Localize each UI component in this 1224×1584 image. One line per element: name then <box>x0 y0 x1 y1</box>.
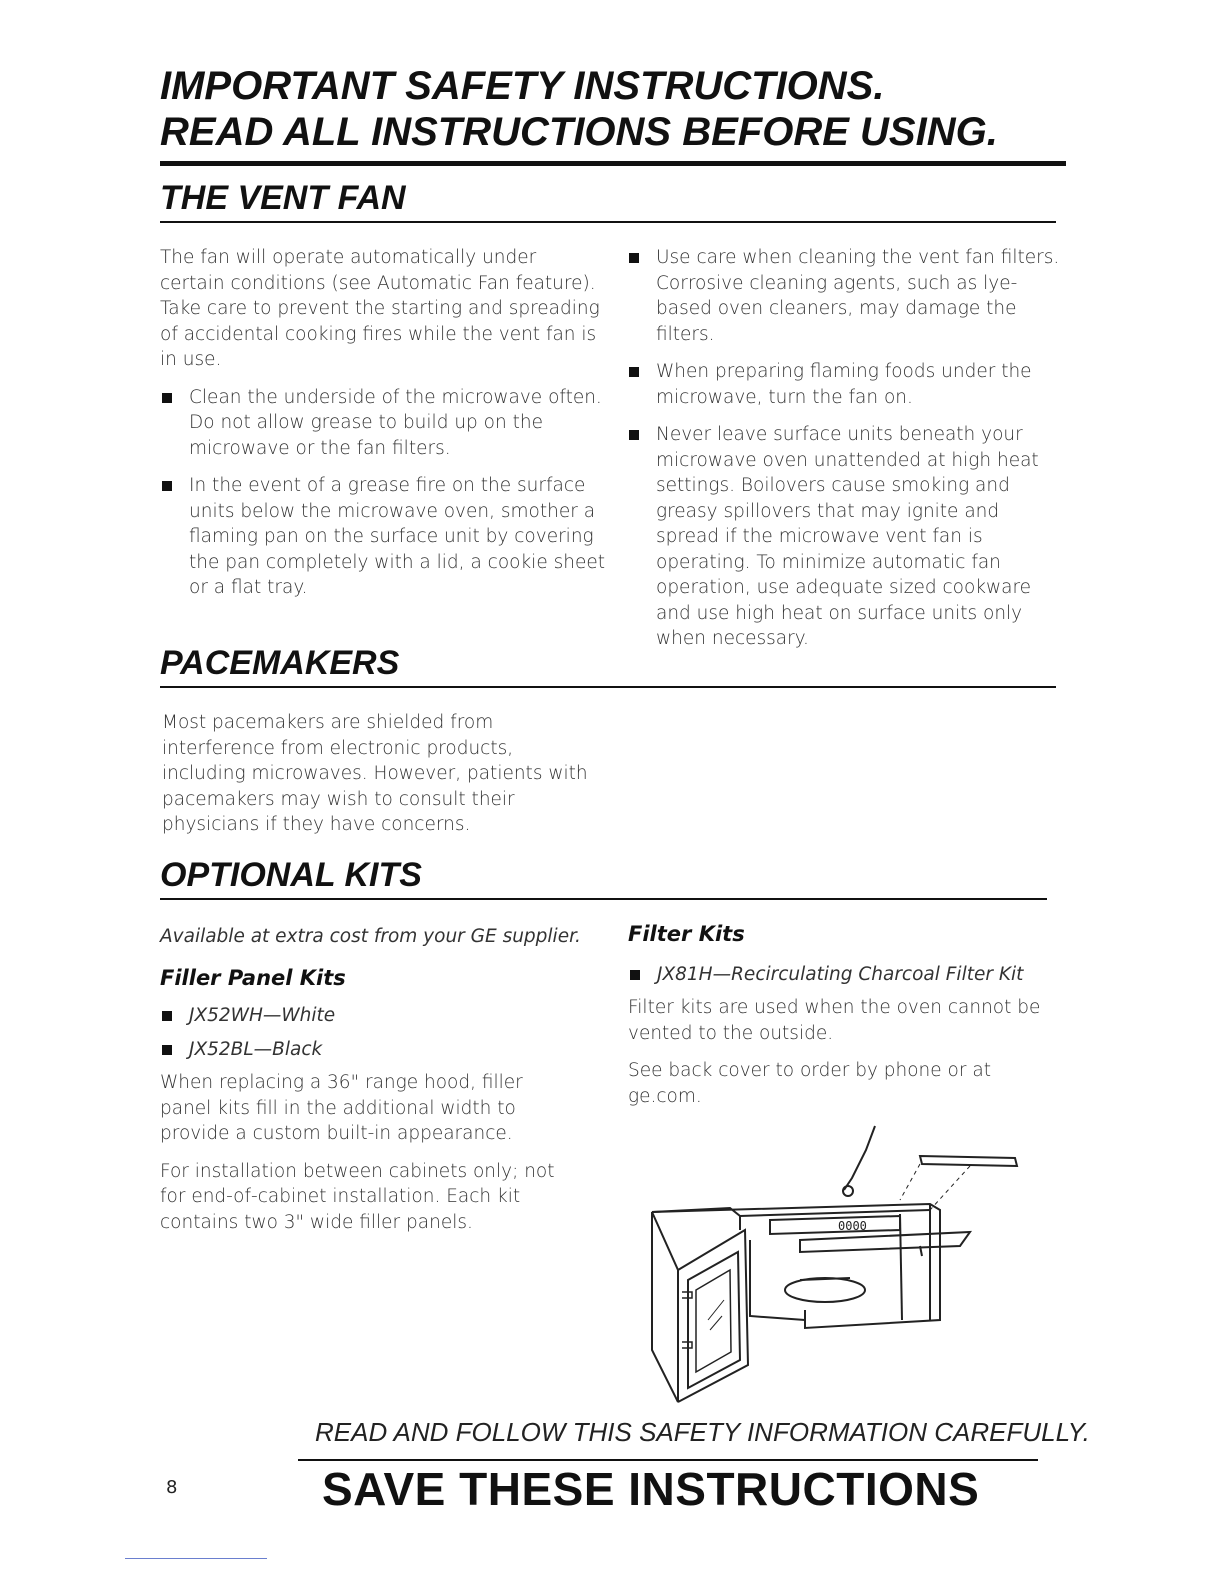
optional-kits-rule <box>160 898 1047 900</box>
vent-fan-rule <box>160 221 1056 223</box>
save-instructions-banner: SAVE THESE INSTRUCTIONS <box>322 1463 980 1515</box>
footer-rule <box>298 1459 1038 1461</box>
vent-fan-left-column <box>160 245 605 613</box>
list-item: In the event of a grease fire on the surface units below the microwave oven, smother a flaming pan on the surface unit by covering the pan completely with a lid, a cookie sheet or a flat tray. <box>160 473 605 601</box>
filter-kits-heading: Filter Kits <box>628 922 745 946</box>
filler-kit-list <box>160 1003 605 1062</box>
pacemakers-text: Most pacemakers are shielded from interference from electronic products, including microwaves. However, patients with pacemakers may wish to consult their physicians if they have concerns. <box>162 712 588 835</box>
vent-fan-title: THE VENT FAN <box>160 179 406 217</box>
header-rule <box>160 161 1066 166</box>
filter-para-1: Filter kits are used when the oven cannot be vented to the outside. <box>628 997 1041 1044</box>
list-item: Clean the underside of the microwave often. Do not allow grease to build up on the microwave or the fan filters. <box>160 385 605 462</box>
page-heading-line2: READ ALL INSTRUCTIONS BEFORE USING. <box>160 110 998 154</box>
optional-kits-title: OPTIONAL KITS <box>160 856 422 894</box>
read-follow-notice: READ AND FOLLOW THIS SAFETY INFORMATION CAREFULLY. <box>315 1417 1090 1447</box>
availability-note: Available at extra cost from your GE supplier. <box>160 926 581 947</box>
vent-fan-right-column <box>627 245 1067 664</box>
list-item: Never leave surface units beneath your microwave oven unattended at high heat settings. Boilovers cause smoking and greasy spillovers that may ignite and spread if the microwave vent fan is operating. To minimize automatic fan operation, use adequate sized cookware and use high heat on surface units only when necessary. <box>627 422 1067 652</box>
vent-fan-left-list <box>160 385 605 601</box>
vent-fan-intro: The fan will operate automatically under certain conditions (see Automatic Fan feature). Take care to prevent the starting and spreading of accidental cooking fires while the vent fan is in use. <box>160 247 600 370</box>
page-heading-line1: IMPORTANT SAFETY INSTRUCTIONS. <box>160 64 885 108</box>
list-item: JX81H—Recirculating Charcoal Filter Kit <box>628 962 1068 988</box>
svg-text:0000: 0000 <box>838 1219 867 1233</box>
vent-fan-right-list <box>627 245 1067 652</box>
optional-kits-left-column <box>160 924 605 1247</box>
filler-para-1: When replacing a 36" range hood, filler panel kits fill in the additional width to provide a custom built-in appearance. <box>160 1072 523 1144</box>
list-item: JX52WH—White <box>160 1003 605 1029</box>
microwave-filter-illustration <box>630 1120 1030 1410</box>
list-item: JX52BL—Black <box>160 1037 605 1063</box>
page-number: 8 <box>166 1477 178 1498</box>
filler-para-2: For installation between cabinets only; not for end-of-cabinet installation. Each kit contains two 3" wide filler panels. <box>160 1160 555 1233</box>
list-item: When preparing flaming foods under the microwave, turn the fan on. <box>627 359 1067 410</box>
filler-panel-kits-heading: Filler Panel Kits <box>160 965 346 990</box>
list-item: Use care when cleaning the vent fan filters. Corrosive cleaning agents, such as lye-based oven cleaners, may damage the filters. <box>627 245 1067 347</box>
pacemakers-title: PACEMAKERS <box>160 644 400 682</box>
filter-para-2: See back cover to order by phone or at ge.com. <box>628 1060 991 1107</box>
optional-kits-right-column <box>628 922 1068 1121</box>
pacemakers-rule <box>160 686 1056 688</box>
bottom-link-rule <box>125 1558 267 1559</box>
filter-kit-list <box>628 962 1068 988</box>
